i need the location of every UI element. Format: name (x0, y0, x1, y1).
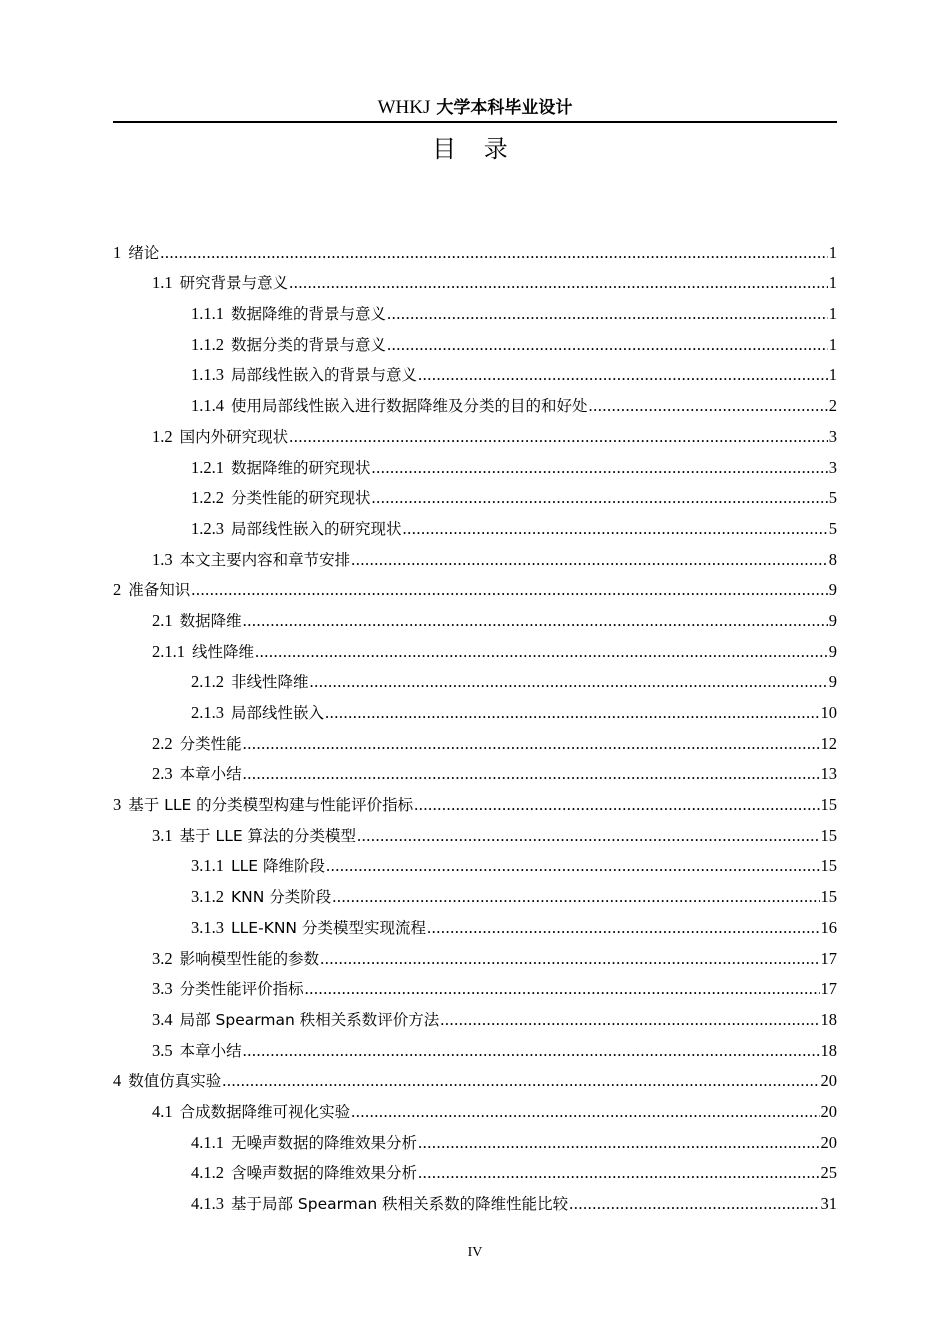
toc-entry-title: 本文主要内容和章节安排 (179, 550, 351, 569)
toc-entry-title: 数据分类的背景与意义 (231, 335, 387, 354)
toc-entry[interactable] (113, 356, 837, 387)
toc-entry-title: 分类性能评价指标 (179, 980, 304, 999)
toc-dot-leader (372, 487, 828, 509)
toc-entry-label (191, 364, 417, 386)
toc-entry-number: 3.1.2 (191, 887, 224, 907)
toc-entry[interactable] (113, 816, 837, 847)
toc-dot-leader (414, 794, 819, 816)
toc-entry[interactable] (113, 571, 837, 602)
toc-entry-page: 25 (820, 1163, 837, 1183)
toc-entry-number: 3.1 (152, 825, 173, 845)
toc-entry-page: 18 (820, 1009, 837, 1029)
toc-dot-leader (372, 457, 828, 479)
toc-entry-title: 数据降维的研究现状 (231, 458, 371, 477)
toc-entry[interactable] (113, 1031, 837, 1062)
toc-entry-title: 本章小结 (179, 765, 242, 784)
toc-entry-page: 18 (820, 1040, 837, 1060)
toc-dot-leader (569, 1193, 819, 1215)
toc-entry-page: 20 (820, 1132, 837, 1152)
toc-dot-leader (243, 610, 828, 632)
toc-entry[interactable] (113, 693, 837, 724)
toc-dot-leader (351, 549, 828, 571)
toc-entry-number: 4.1.3 (191, 1194, 224, 1213)
toc-entry-label (191, 886, 331, 908)
toc-entry-page: 1 (828, 365, 837, 385)
toc-entry-number: 2.1 (152, 610, 173, 630)
toc-entry-label (152, 272, 288, 294)
toc-entry-page: 9 (828, 610, 837, 630)
toc-dot-leader (310, 671, 828, 693)
page-number: IV (467, 1245, 483, 1260)
toc-entry[interactable] (113, 1123, 837, 1154)
toc-entry[interactable] (113, 233, 837, 264)
toc-entry-page: 15 (820, 825, 837, 845)
toc-entry-number: 3.1.1 (191, 856, 224, 876)
toc-entry-number: 2.3 (152, 764, 173, 784)
toc-entry-number: 1.1.2 (191, 334, 224, 354)
toc-entry-page: 9 (828, 672, 837, 692)
toc-dot-leader (427, 917, 820, 939)
toc-entry-label (191, 457, 371, 479)
toc-entry-page: 8 (828, 549, 837, 569)
toc-entry-number: 1.2.3 (191, 518, 224, 538)
toc-entry-number: 1.3 (152, 549, 173, 569)
toc-entry-number: 1.1.4 (191, 396, 224, 416)
toc-entry[interactable] (113, 448, 837, 479)
toc-entry-title: KNN 分类阶段 (231, 888, 332, 907)
toc-dot-leader (325, 702, 819, 724)
toc-entry-title: LLE 降维阶段 (231, 857, 325, 876)
toc-entry-title: 基于 LLE 的分类模型构建与性能评价指标 (128, 796, 414, 815)
table-of-contents (113, 233, 837, 1215)
toc-dot-leader (305, 978, 820, 1000)
toc-entry-number: 3.3 (152, 979, 173, 999)
toc-entry[interactable] (113, 1184, 837, 1215)
toc-entry-number: 2.1.1 (152, 641, 185, 661)
toc-entry-label (152, 1101, 350, 1123)
toc-entry-label (191, 395, 588, 417)
toc-entry-page: 16 (820, 917, 837, 937)
toc-entry-title: 本章小结 (179, 1041, 242, 1060)
toc-entry-number: 3.1.3 (191, 917, 224, 937)
toc-entry-title: 非线性降维 (231, 673, 309, 692)
toc-entry-number: 2.1.2 (191, 672, 224, 692)
toc-dot-leader (357, 825, 819, 847)
toc-entry-number: 1.1.1 (191, 304, 224, 324)
toc-entry[interactable] (113, 294, 837, 325)
toc-entry-label (152, 610, 242, 632)
toc-entry-page: 2 (828, 396, 837, 416)
toc-entry[interactable] (113, 785, 837, 816)
toc-dot-leader (387, 334, 828, 356)
toc-entry-page: 1 (828, 242, 837, 262)
toc-dot-leader (418, 1162, 819, 1184)
toc-entry-label (191, 917, 426, 939)
toc-entry-label (113, 1070, 221, 1092)
toc-entry-number: 4 (113, 1071, 122, 1091)
toc-dot-leader (243, 1040, 820, 1062)
toc-entry-number: 1.2.1 (191, 457, 224, 477)
header-rule (113, 121, 837, 123)
toc-entry-page: 15 (820, 887, 837, 907)
toc-entry-number: 1 (113, 242, 122, 262)
toc-entry-number: 1.1.3 (191, 365, 224, 385)
toc-entry-number: 1.2.2 (191, 488, 224, 508)
toc-dot-leader (255, 641, 828, 663)
toc-entry-page: 1 (828, 334, 837, 354)
toc-entry-title: 研究背景与意义 (179, 274, 289, 293)
toc-entry-title: 分类性能 (179, 734, 242, 753)
toc-entry-page: 31 (820, 1194, 837, 1213)
toc-entry[interactable] (113, 847, 837, 878)
toc-entry-page: 12 (820, 733, 837, 753)
page-title: 目 录 (432, 135, 518, 163)
toc-entry-title: 数据降维的背景与意义 (231, 305, 387, 324)
toc-entry-label (191, 1132, 417, 1154)
toc-entry-number: 2.2 (152, 733, 173, 753)
toc-entry-label (152, 733, 242, 755)
toc-entry[interactable] (113, 325, 837, 356)
toc-dot-leader (243, 763, 820, 785)
toc-entry-title: 准备知识 (128, 581, 191, 600)
toc-entry-label (191, 702, 324, 724)
header-school: WHKJ (377, 97, 431, 118)
toc-entry[interactable] (113, 724, 837, 755)
toc-entry-page: 17 (820, 948, 837, 968)
toc-entry[interactable] (113, 663, 837, 694)
toc-entry[interactable] (113, 1154, 837, 1185)
toc-entry-label (152, 1009, 439, 1031)
toc-dot-leader (289, 426, 828, 448)
toc-entry-title: 含噪声数据的降维效果分析 (231, 1164, 418, 1183)
toc-dot-leader (418, 1132, 819, 1154)
toc-entry-page: 5 (828, 518, 837, 538)
toc-entry-title: 局部 Spearman 秩相关系数评价方法 (179, 1010, 440, 1029)
toc-entry-page: 9 (828, 580, 837, 600)
toc-entry-label (152, 426, 288, 448)
toc-entry[interactable] (113, 908, 837, 939)
toc-dot-leader (191, 579, 827, 601)
toc-entry-page: 20 (820, 1101, 837, 1121)
toc-entry-label (191, 487, 371, 509)
toc-entry-number: 1.1 (152, 273, 173, 293)
toc-entry-number: 4.1.1 (191, 1132, 224, 1152)
toc-entry-label (152, 549, 350, 571)
toc-entry-number: 2.1.3 (191, 703, 224, 722)
toc-entry-title: 绪论 (128, 243, 160, 262)
toc-entry-title: 合成数据降维可视化实验 (179, 1102, 351, 1121)
toc-entry-title: 使用局部线性嵌入进行数据降维及分类的目的和好处 (231, 397, 588, 416)
toc-entry-number: 3 (113, 795, 122, 815)
toc-dot-leader (289, 272, 828, 294)
toc-dot-leader (222, 1070, 819, 1092)
toc-entry[interactable] (113, 601, 837, 632)
toc-entry[interactable] (113, 755, 837, 786)
toc-dot-leader (326, 855, 820, 877)
toc-entry-label (152, 763, 242, 785)
toc-dot-leader (589, 395, 828, 417)
toc-entry[interactable] (113, 540, 837, 571)
toc-entry[interactable] (113, 877, 837, 908)
toc-entry-title: 数据降维 (179, 611, 242, 630)
toc-entry-page: 13 (820, 764, 837, 784)
toc-entry-page: 1 (828, 304, 837, 324)
toc-entry[interactable] (113, 970, 837, 1001)
toc-entry[interactable] (113, 264, 837, 295)
toc-entry-page: 15 (820, 795, 837, 815)
toc-entry-title: 无噪声数据的降维效果分析 (231, 1133, 418, 1152)
toc-entry-label (152, 978, 304, 1000)
toc-entry[interactable] (113, 386, 837, 417)
toc-entry-title: 局部线性嵌入 (231, 704, 325, 722)
toc-entry-label (113, 579, 190, 601)
toc-entry-label (152, 641, 254, 663)
toc-entry-label (191, 671, 309, 693)
toc-dot-leader (440, 1009, 819, 1031)
toc-entry[interactable] (113, 939, 837, 970)
toc-entry-label (191, 334, 386, 356)
toc-dot-leader (160, 242, 827, 264)
toc-entry-label (191, 1162, 417, 1184)
toc-entry-number: 1.2 (152, 426, 173, 446)
toc-dot-leader (351, 1101, 819, 1123)
toc-entry-page: 1 (828, 273, 837, 293)
toc-entry-page: 3 (828, 457, 837, 477)
toc-entry-label (191, 518, 402, 540)
toc-entry-number: 4.1 (152, 1101, 173, 1121)
toc-entry-page: 10 (820, 703, 837, 722)
toc-entry-number: 3.5 (152, 1040, 173, 1060)
toc-entry[interactable] (113, 417, 837, 448)
toc-dot-leader (332, 886, 819, 908)
toc-entry-page: 17 (820, 979, 837, 999)
toc-dot-leader (418, 364, 828, 386)
page-header (113, 94, 837, 120)
toc-entry-page: 20 (820, 1071, 837, 1091)
toc-entry-number: 4.1.2 (191, 1163, 224, 1183)
toc-entry-title: 国内外研究现状 (179, 427, 289, 446)
toc-entry[interactable] (113, 1000, 837, 1031)
toc-entry-number: 3.2 (152, 948, 173, 968)
toc-entry-page: 3 (828, 426, 837, 446)
toc-entry-number: 3.4 (152, 1009, 173, 1029)
toc-entry-title: 局部线性嵌入的背景与意义 (231, 366, 418, 385)
toc-entry-label (113, 794, 413, 816)
toc-entry-label (191, 1193, 568, 1215)
toc-entry-title: 分类性能的研究现状 (231, 489, 371, 508)
toc-dot-leader (243, 733, 820, 755)
toc-dot-leader (387, 303, 828, 325)
toc-entry-label (191, 855, 325, 877)
toc-entry-page: 15 (820, 856, 837, 876)
toc-entry-number: 2 (113, 580, 122, 600)
toc-entry-label (152, 948, 319, 970)
toc-entry-label (191, 303, 386, 325)
toc-entry-label (152, 1040, 242, 1062)
toc-entry[interactable] (113, 479, 837, 510)
header-suffix: 大学本科毕业设计 (436, 98, 573, 118)
toc-entry-title: LLE-KNN 分类模型实现流程 (231, 918, 426, 937)
toc-entry-page: 5 (828, 488, 837, 508)
toc-entry-page: 9 (828, 641, 837, 661)
toc-dot-leader (403, 518, 828, 540)
toc-entry-title: 基于 LLE 算法的分类模型 (179, 826, 357, 845)
toc-entry-title: 线性降维 (192, 642, 255, 661)
toc-dot-leader (320, 948, 819, 970)
toc-entry-title: 数值仿真实验 (128, 1072, 222, 1091)
toc-entry-title: 基于局部 Spearman 秩相关系数的降维性能比较 (231, 1195, 569, 1213)
toc-entry-title: 局部线性嵌入的研究现状 (231, 519, 402, 538)
toc-entry[interactable] (113, 509, 837, 540)
toc-entry-label (113, 242, 159, 264)
toc-entry[interactable] (113, 632, 837, 663)
toc-entry-title: 影响模型性能的参数 (179, 949, 320, 968)
toc-entry-label (152, 825, 356, 847)
toc-entry[interactable] (113, 1092, 837, 1123)
toc-entry[interactable] (113, 1062, 837, 1093)
